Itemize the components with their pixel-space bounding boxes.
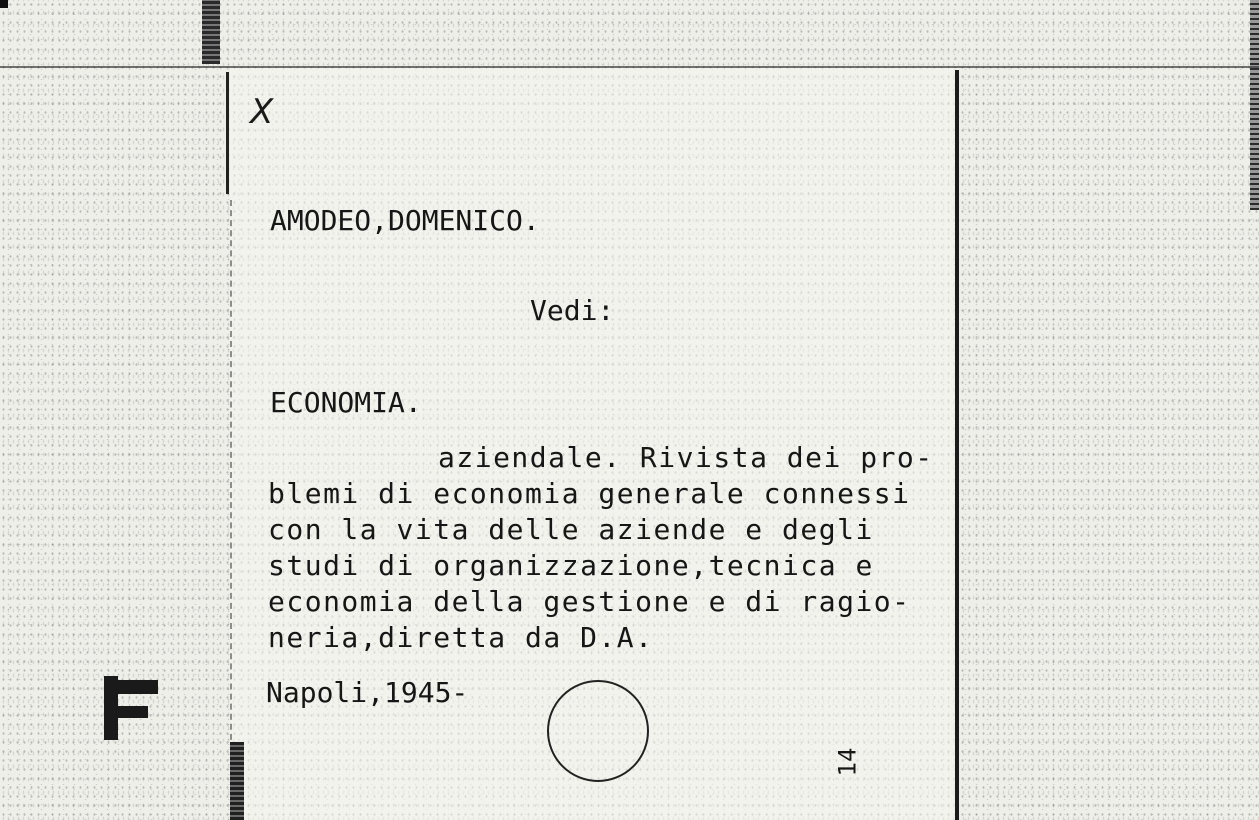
card-left-edge-dashed: [230, 200, 232, 760]
cross-mark: X: [250, 92, 274, 132]
title-description: [268, 440, 958, 656]
description-line: aziendale. Rivista dei pro-: [438, 441, 934, 474]
description-line: con la vita delle aziende e degli: [268, 513, 874, 546]
description-line: neria,diretta da D.A.: [268, 621, 654, 654]
subject-heading: ECONOMIA.: [270, 386, 422, 419]
card-number: 14: [833, 747, 862, 777]
circular-stamp: [547, 680, 649, 782]
binder-strip-bottom: [230, 742, 244, 820]
imprint-place-date: Napoli,1945-: [266, 676, 469, 709]
description-line: blemi di economia generale connessi: [268, 477, 911, 510]
description-line: economia della gestione e di ragio-: [268, 585, 911, 618]
binder-strip-top: [202, 0, 220, 64]
description-line: studi di organizzazione,tecnica e: [268, 549, 874, 582]
scan-corner-mark: [0, 0, 8, 8]
author-heading: AMODEO,DOMENICO.: [270, 204, 540, 237]
adjacent-card-edge: [1250, 0, 1259, 210]
see-reference-label: Vedi:: [530, 294, 615, 327]
card-left-edge: [226, 72, 229, 194]
margin-letter-f: [104, 676, 158, 740]
